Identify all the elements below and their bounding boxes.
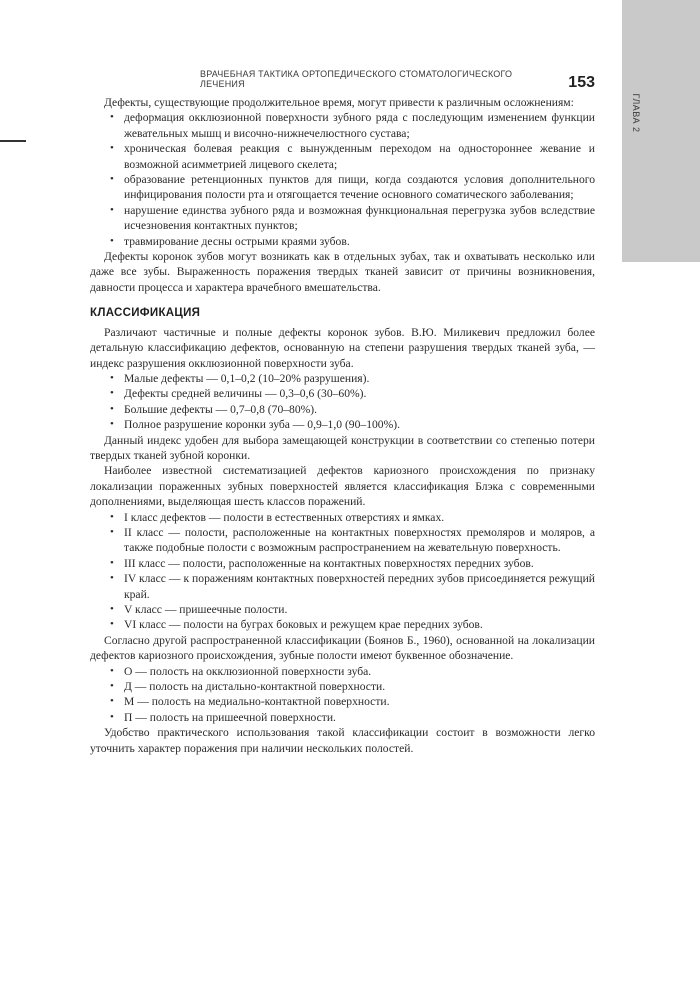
list-item: • IV класс — к поражениям контактных поверхностей передних зубов присоединяется режущий край. (110, 572, 595, 601)
complications-list (90, 110, 595, 249)
list-item: • Малые дефекты — 0,1–0,2 (10–20% разрушения). (110, 371, 370, 385)
classification-paragraph-4: Согласно другой распространенной классификации (Боянов Б., 1960), основанной на локализации дефектов кариозного происхождения, зубные полости имеют буквенное обозначение. (90, 633, 595, 663)
chapter-side-tab-label: ГЛАВА 2 (631, 93, 641, 133)
list-item: • нарушение единства зубного ряда и возможная функциональная перегрузка зубов вследствие исчезновения контактных пунктов; (110, 203, 595, 233)
page-number: 153 (568, 74, 595, 91)
letter-codes-list (90, 664, 595, 726)
list-item: • Дефекты средней величины — 0,3–0,6 (30–60%). (110, 387, 367, 401)
running-head: ВРАЧЕБНАЯ ТАКТИКА ОРТОПЕДИЧЕСКОГО СТОМАТОЛОГИЧЕСКОГО ЛЕЧЕНИЯ (200, 69, 513, 89)
list-item: • III класс — полости, расположенные на контактных поверхностях передних зубов. (110, 556, 534, 570)
bullet-icon: • (110, 618, 114, 631)
bullet-icon: • (110, 695, 114, 708)
bullet-icon: • (110, 525, 114, 538)
page-header (200, 68, 595, 92)
classification-paragraph-1: Различают частичные и полные дефекты коронок зубов. В.Ю. Миликевич предложил более детальную классификацию дефектов, основанную на степени разрушения твердых тканей зуба, — индекс разрушения окклюзионной поверхности зуба. (90, 325, 595, 370)
list-item: • М — полость на медиально-контактной поверхности. (110, 695, 390, 709)
bullet-icon: • (110, 710, 114, 723)
list-item: • II класс — полости, расположенные на контактных поверхностях премоляров и моляров, а также подобные полости с возможным распространением на жевательную поверхность. (110, 525, 595, 555)
bullet-icon: • (110, 142, 114, 155)
bullet-icon: • (110, 203, 114, 216)
list-item: • VI класс — полости на буграх боковых и режущем крае передних зубов. (110, 618, 483, 632)
classification-paragraph-2: Данный индекс удобен для выбора замещающей конструкции в соответствии со степенью потери твердых тканей зубной коронки. (90, 433, 595, 462)
list-item: • образование ретенционных пунктов для пищи, когда создаются условия дополнительного инфицирования полости рта и отягощается течение основного соматического заболевания; (110, 173, 595, 202)
list-item: • Д — полость на дистально-контактной поверхности. (110, 680, 386, 694)
bullet-icon: • (110, 664, 114, 677)
list-item: • I класс дефектов — полости в естественных отверстиях и ямках. (110, 510, 445, 524)
bullet-icon: • (110, 173, 114, 186)
bullet-icon: • (110, 111, 114, 124)
bullet-icon: • (110, 402, 114, 415)
list-item: • деформация окклюзионной поверхности зубного ряда с последующим изменением функции жевательных мышц и височно-нижнечелюстного сустава; (110, 111, 595, 140)
bullet-icon: • (110, 603, 114, 615)
bullet-icon: • (110, 556, 114, 569)
list-item: • П — полость на пришеечной поверхности. (110, 710, 336, 724)
classification-paragraph-5: Удобство практического использования такой классификации состоит в возможности легко уточнить характер поражения при наличии нескольких полостей. (90, 726, 595, 755)
bullet-icon: • (110, 418, 114, 431)
section-heading-classification: КЛАССИФИКАЦИЯ (90, 307, 201, 320)
bullet-icon: • (110, 510, 114, 523)
list-item: • О — полость на окклюзионной поверхности зуба. (110, 664, 372, 678)
bullet-icon: • (110, 572, 114, 585)
list-item: • Большие дефекты — 0,7–0,8 (70–80%). (110, 402, 318, 416)
page-body (90, 95, 595, 756)
bullet-icon: • (110, 387, 114, 400)
black-classes-list (90, 510, 595, 633)
list-item: • хроническая болевая реакция с вынужденным переходом на одностороннее жевание и возможной асимметрией лицевого скелета; (110, 142, 595, 171)
intro-closing-paragraph: Дефекты коронок зубов могут возникать как в отдельных зубах, так и охватывать несколько или даже все зубы. Выраженность поражения твердых тканей зависит от причины возникновения, давности процесса и характера врачебного вмешательства. (90, 250, 595, 294)
classification-paragraph-3: Наиболее известной систематизацией дефектов кариозного происхождения по признаку локализации пораженных зубных поверхностей является классификация Блэка с современными дополнениями, выделяющая шесть классов поражений. (90, 464, 595, 509)
list-item: • V класс — пришеечные полости. (110, 603, 288, 616)
bullet-icon: • (110, 371, 114, 384)
list-item: • травмирование десны острыми краями зубов. (110, 234, 350, 248)
list-item: • Полное разрушение коронки зуба — 0,9–1,0 (90–100%). (110, 418, 401, 432)
margin-rule (0, 140, 26, 142)
intro-paragraph: Дефекты, существующие продолжительное время, могут привести к различным осложнениям: (104, 96, 574, 109)
index-list (90, 371, 595, 433)
bullet-icon: • (110, 680, 114, 693)
bullet-icon: • (110, 234, 114, 247)
